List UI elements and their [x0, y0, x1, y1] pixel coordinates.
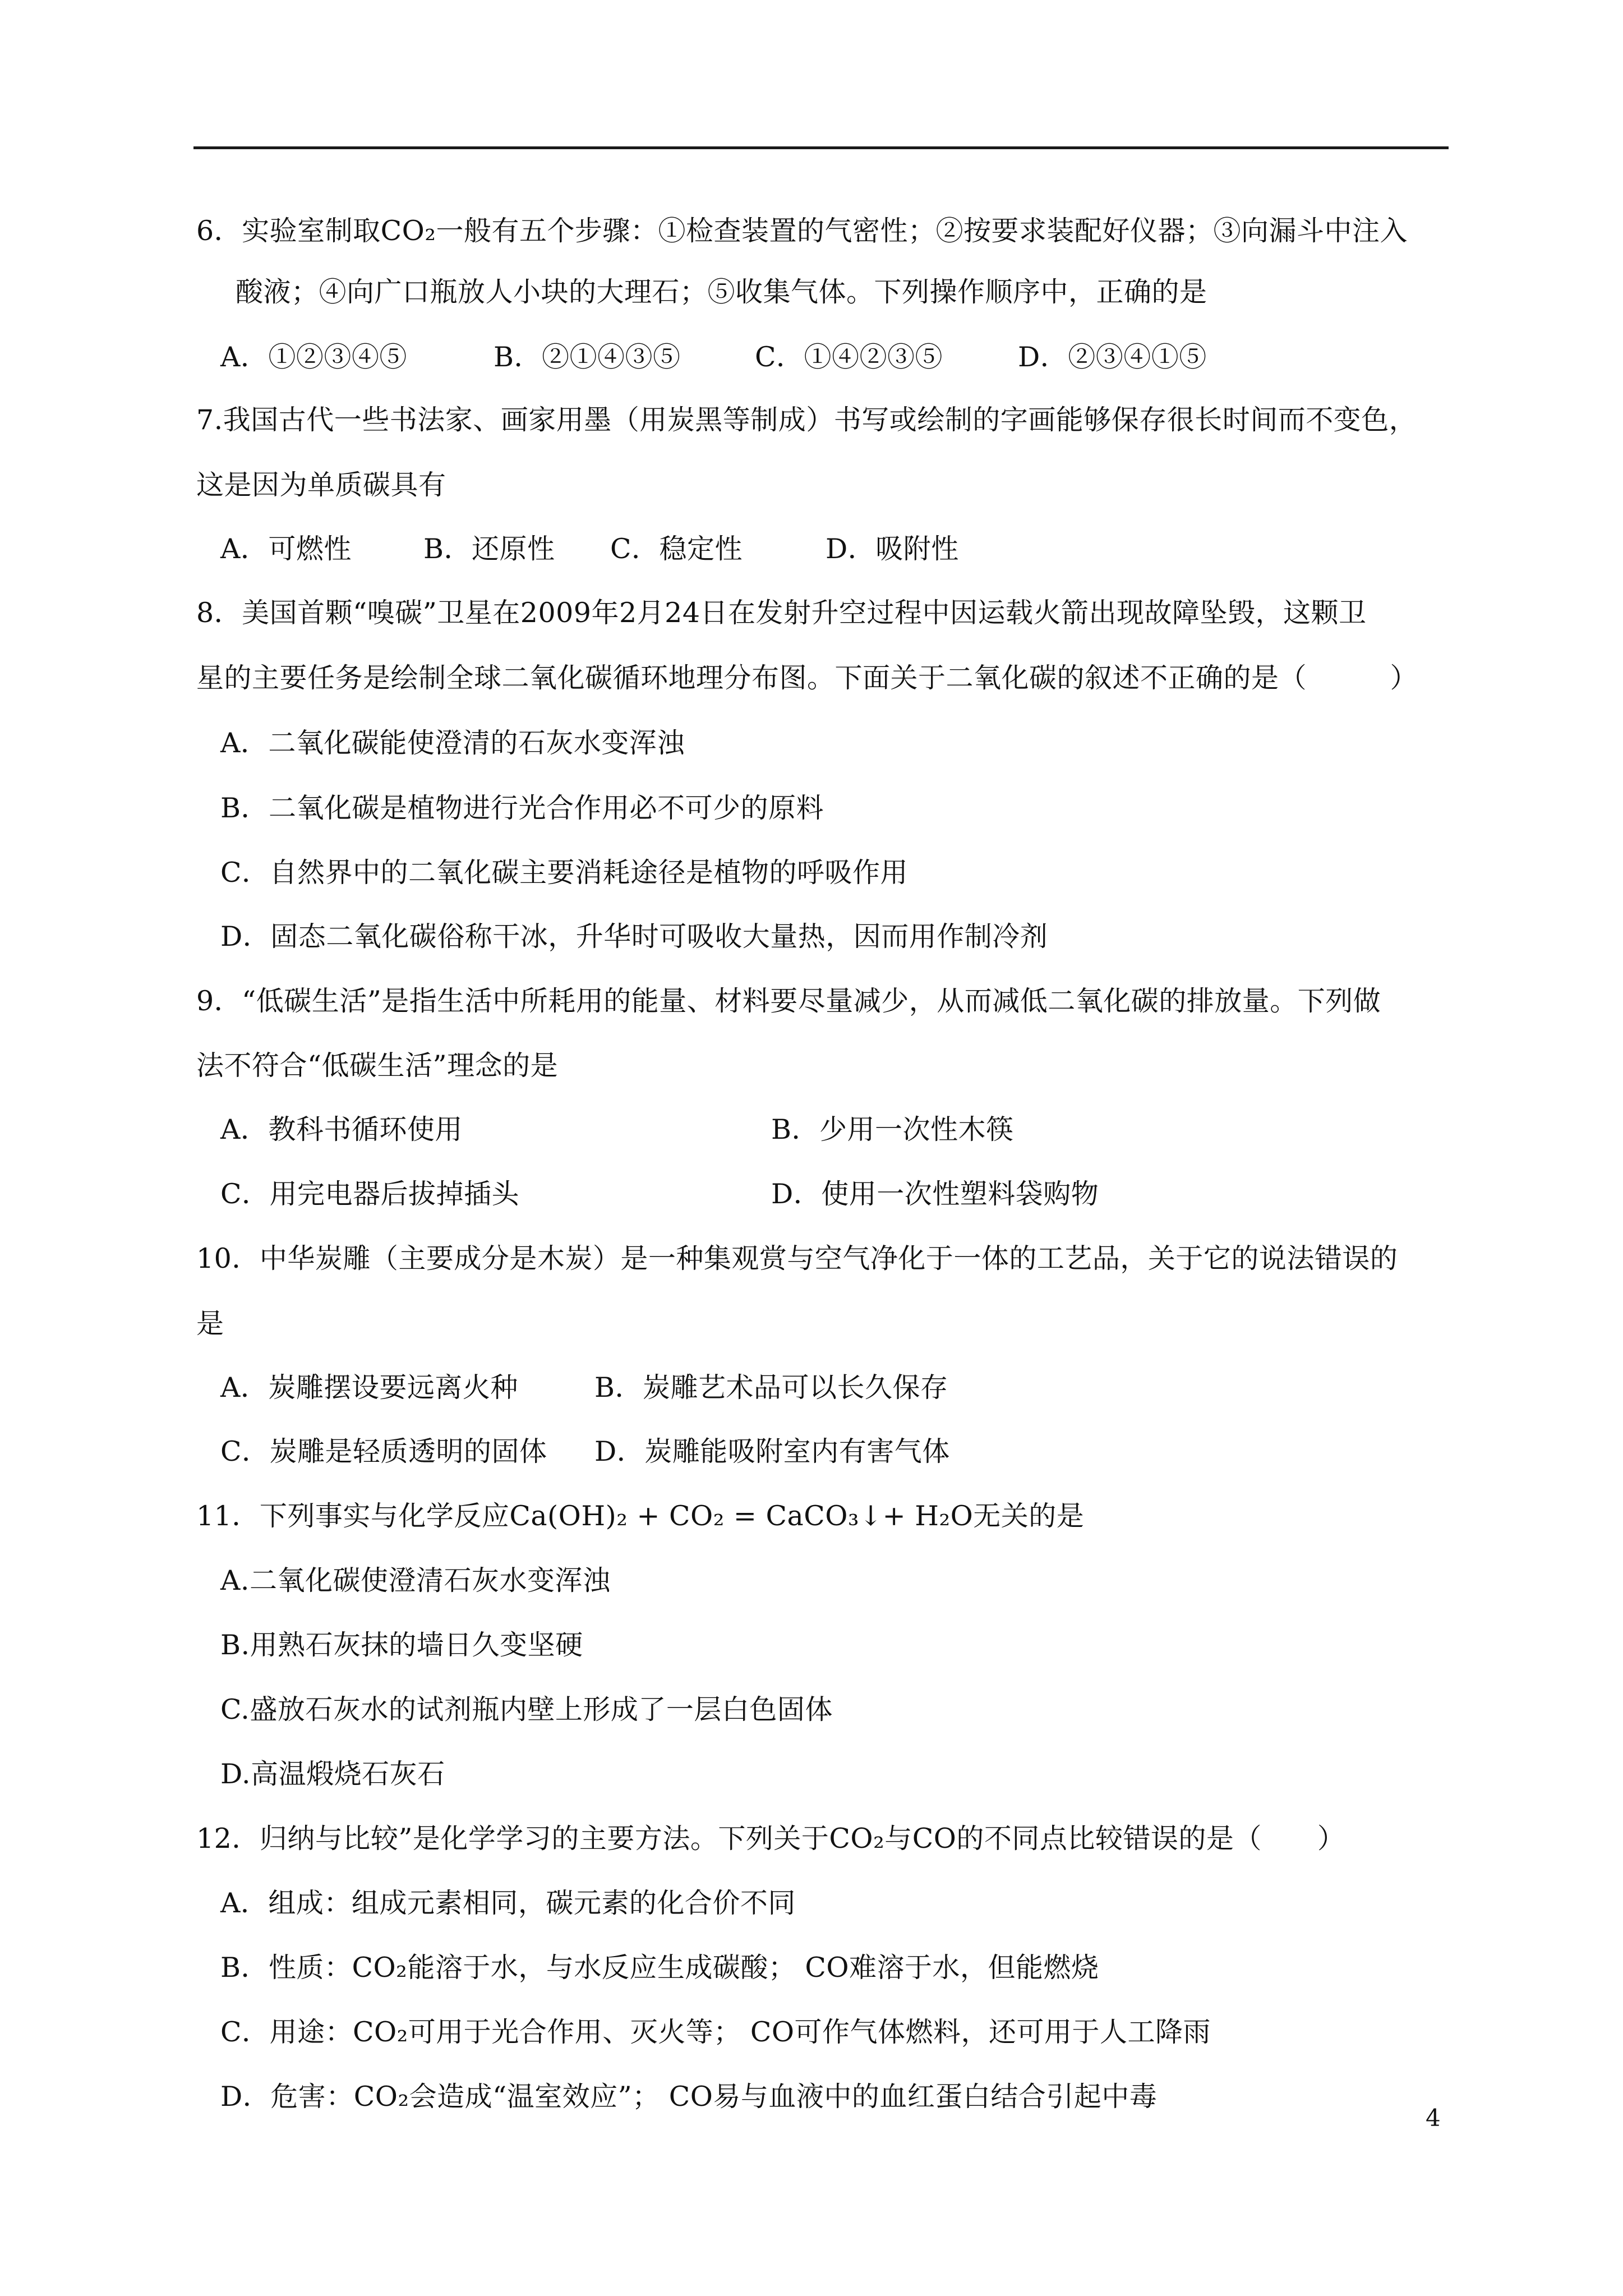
q6-line-2: 酸液；④向广口瓶放人小块的大理石；⑤收集气体。下列操作顺序中，正确的是: [236, 276, 1207, 308]
q11-option-b: B.用熟石灰抹的墙日久变坚硬: [220, 1629, 583, 1661]
q12-option-a: A．组成：组成元素相同，碳元素的化合价不同: [220, 1887, 796, 1919]
header-rule: [193, 146, 1449, 149]
q6-option-a: A．①②③④⑤: [220, 341, 407, 373]
q9-line-2: 法不符合“低碳生活”理念的是: [196, 1050, 559, 1082]
q7-line-2: 这是因为单质碳具有: [196, 469, 446, 501]
q11-option-a: A.二氧化碳使澄清石灰水变浑浊: [220, 1565, 611, 1596]
q9-option-b: B．少用一次性木筷: [771, 1114, 1014, 1145]
q11-line-1: 11．下列事实与化学反应Ca(OH)₂ + CO₂ = CaCO₃↓+ H₂O无关的是: [196, 1500, 1085, 1532]
q6-option-c: C．①④②③⑤: [755, 341, 943, 373]
q6-line-1: 6．实验室制取CO₂一般有五个步骤：①检查装置的气密性；②按要求装配好仪器；③向漏斗中注入: [196, 215, 1408, 247]
q7-option-c: C．稳定性: [610, 533, 743, 565]
q8-option-d: D．固态二氧化碳俗称干冰，升华时可吸收大量热，因而用作制冷剂: [220, 921, 1048, 953]
q12-option-c: C．用途：CO₂可用于光合作用、灭火等； CO可作气体燃料，还可用于人工降雨: [220, 2016, 1211, 2048]
q10-line-2: 是: [196, 1308, 224, 1340]
q10-option-c: C．炭雕是轻质透明的固体: [220, 1435, 547, 1467]
q8-option-a: A．二氧化碳能使澄清的石灰水变浑浊: [220, 727, 685, 759]
q7-option-b: B．还原性: [423, 533, 555, 565]
q6-option-b: B．②①④③⑤: [494, 341, 681, 373]
q8-line-1: 8．美国首颗“嗅碳”卫星在2009年2月24日在发射升空过程中因运载火箭出现故障坠毁，这颗卫: [196, 597, 1367, 629]
q10-option-d: D．炭雕能吸附室内有害气体: [594, 1435, 950, 1467]
q10-option-a: A．炭雕摆设要远离火种: [220, 1372, 518, 1404]
q10-option-b: B．炭雕艺术品可以长久保存: [594, 1372, 948, 1404]
q11-option-d: D.高温煅烧石灰石: [220, 1758, 445, 1790]
q12-option-b: B．性质：CO₂能溶于水，与水反应生成碳酸； CO难溶于水，但能燃烧: [220, 1952, 1099, 1984]
q12-option-d: D．危害：CO₂会造成“温室效应”； CO易与血液中的血红蛋白结合引起中毒: [220, 2081, 1158, 2113]
q8-option-b: B．二氧化碳是植物进行光合作用必不可少的原料: [220, 792, 824, 824]
q9-option-a: A．教科书循环使用: [220, 1114, 463, 1145]
page-number: 4: [1426, 2104, 1441, 2132]
q6-option-d: D．②③④①⑤: [1018, 341, 1207, 373]
q10-line-1: 10．中华炭雕（主要成分是木炭）是一种集观赏与空气净化于一体的工艺品，关于它的说法错误的: [196, 1243, 1398, 1274]
q12-line-1: 12．归纳与比较”是化学学习的主要方法。下列关于CO₂与CO的不同点比较错误的是（ ）: [196, 1823, 1345, 1855]
q7-option-d: D．吸附性: [826, 533, 959, 565]
q9-option-c: C．用完电器后拔掉插头: [220, 1178, 519, 1210]
q7-line-1: 7.我国古代一些书法家、画家用墨（用炭黑等制成）书写或绘制的字画能够保存很长时间而不变色，: [196, 404, 1417, 436]
q8-option-c: C．自然界中的二氧化碳主要消耗途径是植物的呼吸作用: [220, 857, 908, 889]
q8-line-2: 星的主要任务是绘制全球二氧化碳循环地理分布图。下面关于二氧化碳的叙述不正确的是（ ）: [196, 662, 1418, 694]
q11-option-c: C.盛放石灰水的试剂瓶内壁上形成了一层白色固体: [220, 1694, 833, 1726]
q7-option-a: A．可燃性: [220, 533, 352, 565]
q9-option-d: D．使用一次性塑料袋购物: [771, 1178, 1099, 1210]
q9-line-1: 9．“低碳生活”是指生活中所耗用的能量、材料要尽量减少，从而减低二氧化碳的排放量。下列做: [196, 985, 1381, 1017]
